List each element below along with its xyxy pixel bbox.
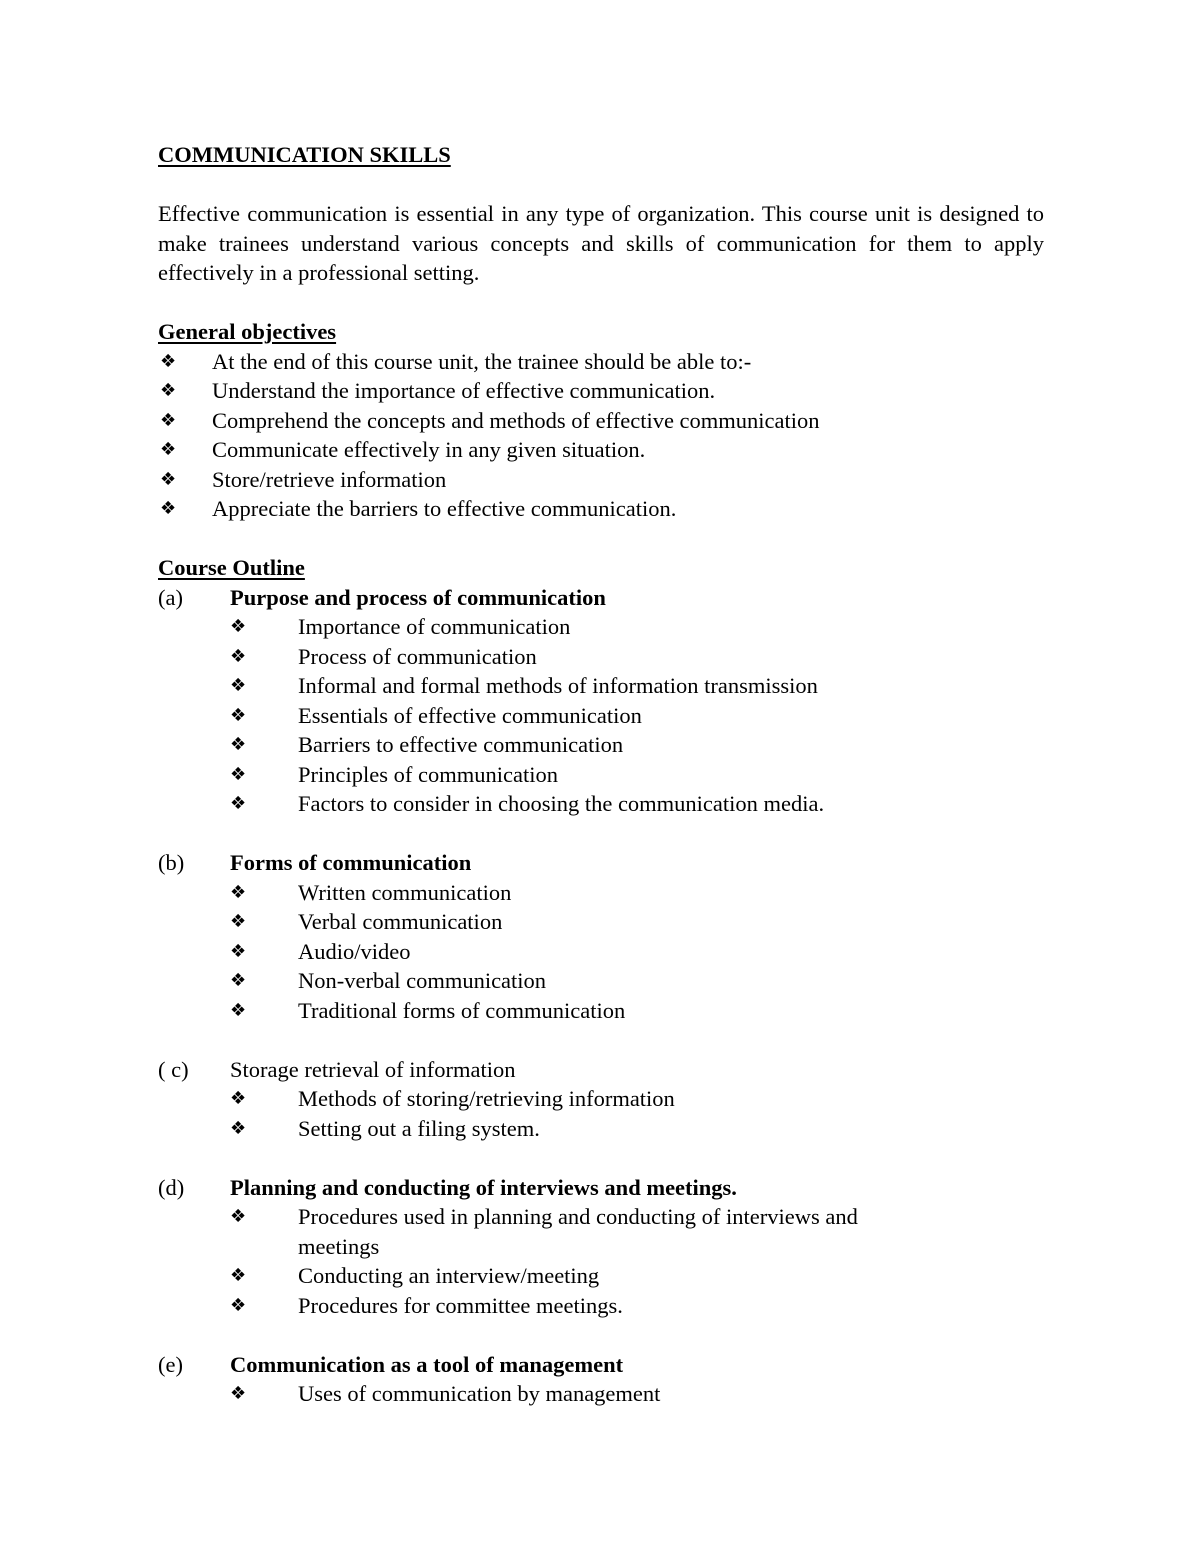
document-title: COMMUNICATION SKILLS bbox=[158, 142, 451, 167]
list-item-text: Traditional forms of communication bbox=[298, 997, 626, 1023]
list-item-text: Methods of storing/retrieving information bbox=[298, 1086, 675, 1111]
diamond-bullet-icon: ❖ bbox=[230, 704, 247, 726]
list-item-text: Conducting an interview/meeting bbox=[298, 1263, 600, 1288]
list-item-text: Setting out a filing system. bbox=[298, 1115, 540, 1141]
spacer bbox=[158, 170, 1044, 200]
diamond-bullet-icon: ❖ bbox=[230, 1294, 247, 1316]
diamond-bullet-icon: ❖ bbox=[230, 675, 247, 696]
list-item bbox=[158, 671, 1044, 701]
section-header bbox=[158, 1055, 1044, 1085]
diamond-bullet-icon: ❖ bbox=[230, 881, 247, 903]
section-title: Purpose and process of communication bbox=[230, 584, 606, 610]
list-item bbox=[158, 701, 1044, 731]
section-title: Forms of communication bbox=[230, 850, 472, 875]
spacer bbox=[158, 1025, 1044, 1055]
diamond-bullet-icon: ❖ bbox=[230, 763, 247, 785]
list-item bbox=[158, 1084, 1044, 1114]
diamond-bullet-icon: ❖ bbox=[230, 616, 247, 637]
list-item bbox=[158, 347, 1044, 377]
section-header bbox=[158, 583, 1044, 613]
list-item bbox=[158, 1379, 1044, 1409]
list-item-text: Barriers to effective communication bbox=[298, 732, 624, 757]
diamond-bullet-icon: ❖ bbox=[230, 734, 247, 755]
list-item-text: Comprehend the concepts and methods of effective communication bbox=[212, 407, 820, 433]
diamond-bullet-icon: ❖ bbox=[230, 1265, 247, 1286]
list-item bbox=[158, 1202, 1044, 1261]
course-outline-heading: Course Outline bbox=[158, 555, 305, 580]
list-item bbox=[158, 789, 1044, 819]
list-item-text: Appreciate the barriers to effective communication. bbox=[212, 496, 677, 521]
list-item bbox=[158, 435, 1044, 465]
list-item-text: At the end of this course unit, the trainee should be able to:- bbox=[212, 348, 752, 374]
list-item-text: Procedures used in planning and conducting of interviews and meetings bbox=[298, 1204, 858, 1259]
list-item bbox=[158, 996, 1044, 1026]
list-item bbox=[158, 465, 1044, 495]
diamond-bullet-icon: ❖ bbox=[230, 940, 247, 962]
list-item bbox=[158, 612, 1044, 642]
diamond-bullet-icon: ❖ bbox=[160, 468, 177, 490]
list-item-text: Verbal communication bbox=[298, 909, 503, 934]
diamond-bullet-icon: ❖ bbox=[230, 1206, 247, 1227]
list-item-text: Procedures for committee meetings. bbox=[298, 1292, 623, 1318]
list-item-text: Importance of communication bbox=[298, 614, 571, 639]
list-item bbox=[158, 642, 1044, 672]
list-item-text: Written communication bbox=[298, 879, 512, 905]
diamond-bullet-icon: ❖ bbox=[230, 999, 247, 1021]
diamond-bullet-icon: ❖ bbox=[160, 498, 177, 519]
list-item-text: Audio/video bbox=[298, 938, 411, 964]
section-header bbox=[158, 848, 1044, 878]
document-page bbox=[158, 140, 1044, 1409]
section-marker: (a) bbox=[158, 584, 183, 610]
spacer bbox=[158, 288, 1044, 318]
diamond-bullet-icon: ❖ bbox=[230, 645, 247, 667]
general-objectives-list bbox=[158, 347, 1044, 524]
diamond-bullet-icon: ❖ bbox=[160, 350, 177, 372]
list-item-text: Principles of communication bbox=[298, 761, 558, 787]
section-header bbox=[158, 1350, 1044, 1380]
list-item bbox=[158, 966, 1044, 996]
list-item-text: Essentials of effective communication bbox=[298, 702, 642, 728]
diamond-bullet-icon: ❖ bbox=[230, 1088, 247, 1109]
outline-section-b bbox=[158, 848, 1044, 1025]
section-marker: (e) bbox=[158, 1351, 183, 1377]
outline-section-c bbox=[158, 1055, 1044, 1144]
spacer bbox=[158, 1320, 1044, 1350]
spacer bbox=[158, 524, 1044, 554]
list-item-text: Understand the importance of effective communication. bbox=[212, 378, 716, 403]
general-objectives-heading: General objectives bbox=[158, 319, 337, 344]
list-item bbox=[158, 1291, 1044, 1321]
diamond-bullet-icon: ❖ bbox=[160, 380, 177, 401]
list-item-text: Store/retrieve information bbox=[212, 466, 447, 492]
diamond-bullet-icon: ❖ bbox=[230, 970, 247, 991]
list-item bbox=[158, 730, 1044, 760]
list-item bbox=[158, 1261, 1044, 1291]
list-item-text: Process of communication bbox=[298, 643, 537, 669]
diamond-bullet-icon: ❖ bbox=[230, 1117, 247, 1139]
section-marker: (d) bbox=[158, 1174, 185, 1200]
section-title: Storage retrieval of information bbox=[230, 1056, 516, 1082]
diamond-bullet-icon: ❖ bbox=[230, 793, 247, 814]
spacer bbox=[158, 819, 1044, 849]
intro-paragraph: Effective communication is essential in any type of organization. This course unit is designed to make trainees understand various concepts and skills of communication for them to apply effectively in a professional setting. bbox=[158, 201, 1044, 285]
list-item-text: Informal and formal methods of information transmission bbox=[298, 673, 818, 698]
diamond-bullet-icon: ❖ bbox=[160, 439, 177, 460]
list-item-text: Non-verbal communication bbox=[298, 968, 547, 993]
list-item bbox=[158, 937, 1044, 967]
list-item bbox=[158, 494, 1044, 524]
list-item bbox=[158, 1114, 1044, 1144]
section-title: Planning and conducting of interviews and meetings. bbox=[230, 1174, 737, 1200]
diamond-bullet-icon: ❖ bbox=[160, 409, 177, 431]
list-item-text: Communicate effectively in any given situation. bbox=[212, 437, 646, 462]
section-marker: (b) bbox=[158, 850, 185, 875]
outline-section-d bbox=[158, 1173, 1044, 1321]
diamond-bullet-icon: ❖ bbox=[230, 911, 247, 932]
section-title: Communication as a tool of management bbox=[230, 1351, 624, 1377]
section-marker: ( c) bbox=[158, 1056, 189, 1082]
list-item-text: Uses of communication by management bbox=[298, 1381, 661, 1406]
list-item-text: Factors to consider in choosing the communication media. bbox=[298, 791, 825, 816]
list-item bbox=[158, 376, 1044, 406]
spacer bbox=[158, 1143, 1044, 1173]
outline-section-e bbox=[158, 1350, 1044, 1409]
outline-section-a bbox=[158, 583, 1044, 819]
list-item bbox=[158, 760, 1044, 790]
section-header bbox=[158, 1173, 1044, 1203]
diamond-bullet-icon: ❖ bbox=[230, 1383, 247, 1404]
list-item bbox=[158, 907, 1044, 937]
list-item bbox=[158, 406, 1044, 436]
list-item bbox=[158, 878, 1044, 908]
